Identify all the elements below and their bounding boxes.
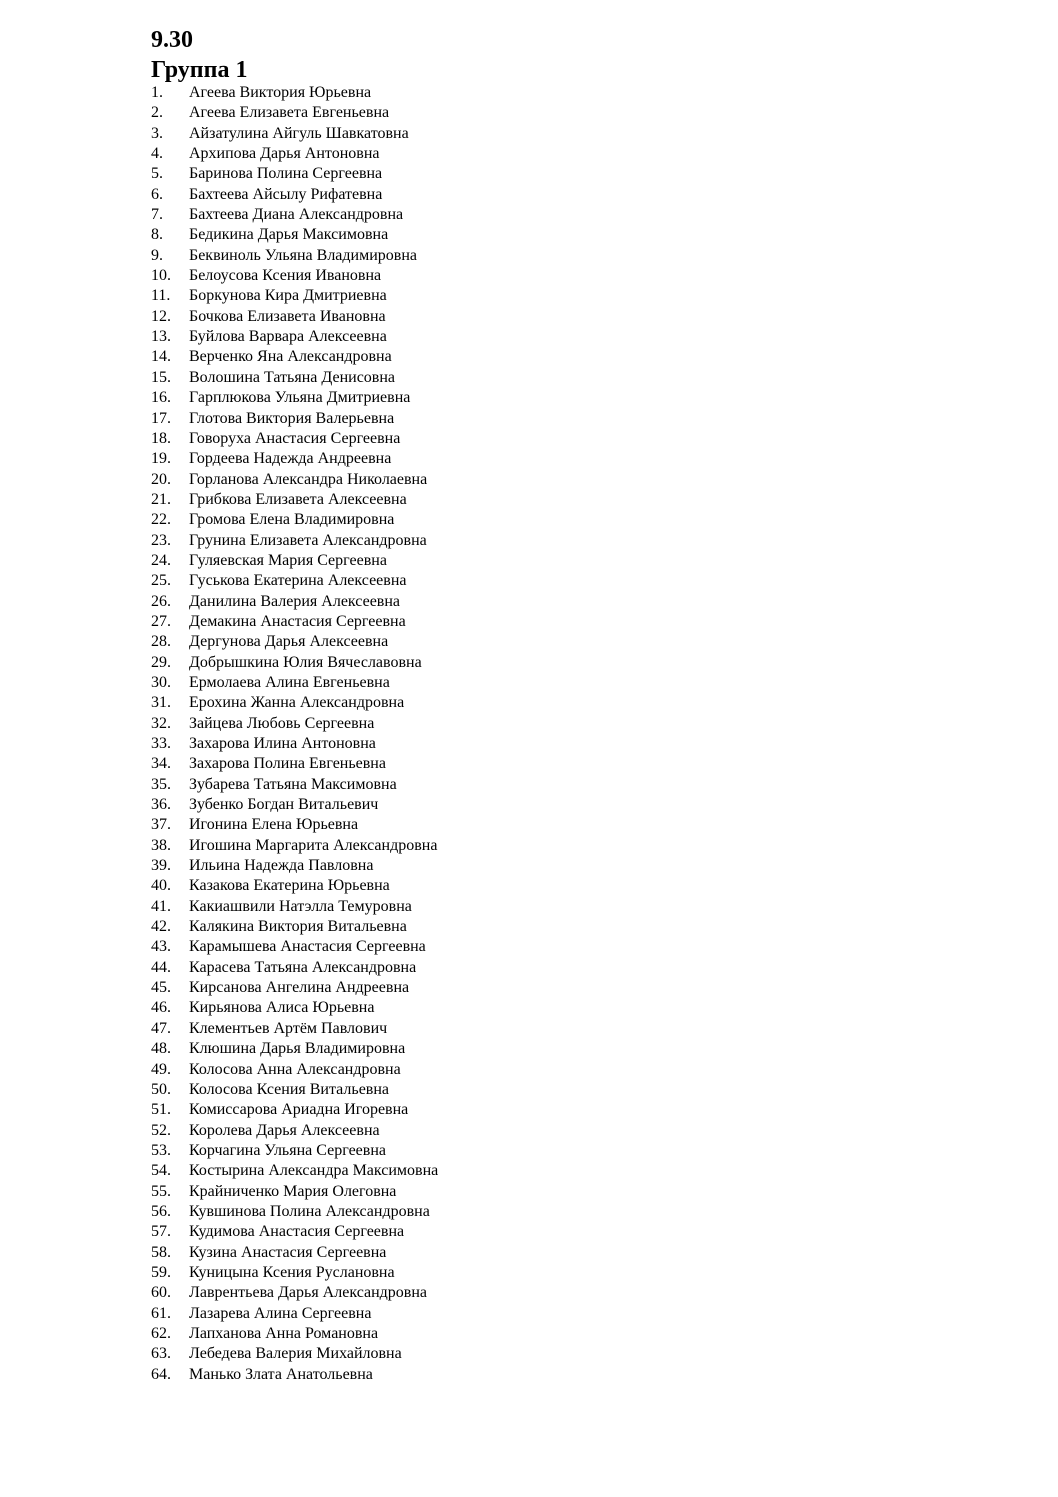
- list-item-number: 36.: [151, 796, 171, 814]
- session-time: 9.30: [151, 27, 193, 53]
- list-item-number: 47.: [151, 1019, 171, 1037]
- list-item-number: 12.: [151, 307, 171, 325]
- list-item: [151, 103, 438, 123]
- student-list: [151, 83, 438, 1385]
- list-item: [151, 734, 438, 754]
- list-item: [151, 1222, 438, 1242]
- list-item-number: 57.: [151, 1223, 171, 1241]
- student-name: Кудимова Анастасия Сергеевна: [189, 1223, 405, 1241]
- list-item-number: 33.: [151, 735, 171, 752]
- list-item-number: 46.: [151, 999, 171, 1017]
- list-item-number: 1.: [151, 84, 163, 101]
- student-name: Кирсанова Ангелина Андреевна: [189, 979, 410, 997]
- list-item: [151, 368, 438, 388]
- list-item: [151, 1141, 438, 1161]
- list-item: [151, 958, 438, 978]
- student-name: Костырина Александра Максимовна: [189, 1162, 439, 1180]
- list-item: [151, 510, 438, 530]
- list-item: [151, 632, 438, 652]
- student-name: Баринова Полина Сергеевна: [189, 165, 383, 183]
- list-item: [151, 592, 438, 612]
- list-item-number: 49.: [151, 1060, 171, 1078]
- student-name: Зубарева Татьяна Максимовна: [189, 775, 397, 793]
- list-item-number: 35.: [151, 775, 171, 793]
- list-item: [151, 1304, 438, 1324]
- list-item-number: 16.: [151, 389, 171, 407]
- list-item: [151, 531, 438, 551]
- student-name: Кувшинова Полина Александровна: [189, 1202, 430, 1220]
- student-name: Бахтеева Айсылу Рифатевна: [189, 185, 383, 203]
- list-item-number: 31.: [151, 694, 171, 712]
- list-item: [151, 246, 438, 266]
- student-name: Лебедева Валерия Михайловна: [189, 1345, 402, 1363]
- list-item-number: 52.: [151, 1121, 171, 1139]
- student-name: Горланова Александра Николаевна: [189, 470, 428, 488]
- list-item-number: 28.: [151, 633, 171, 651]
- list-item: [151, 1161, 438, 1181]
- list-item-number: 15.: [151, 368, 171, 386]
- list-item-number: 56.: [151, 1202, 171, 1220]
- list-item-number: 34.: [151, 755, 171, 773]
- list-item-number: 29.: [151, 653, 171, 671]
- list-item: [151, 1039, 438, 1059]
- student-name: Верченко Яна Александровна: [189, 348, 392, 366]
- list-item: [151, 897, 438, 917]
- student-name: Гарплюкова Ульяна Дмитриевна: [189, 389, 411, 407]
- list-item-number: 11.: [151, 287, 171, 305]
- list-item: [151, 124, 438, 144]
- list-item: [151, 714, 438, 734]
- list-item: [151, 1100, 438, 1120]
- list-item: [151, 836, 438, 856]
- list-item-number: 59.: [151, 1263, 171, 1281]
- list-item: [151, 571, 438, 591]
- list-item: [151, 1121, 438, 1141]
- list-item: [151, 307, 438, 327]
- list-item: [151, 185, 438, 205]
- student-name: Буйлова Варвара Алексеевна: [189, 328, 387, 346]
- list-item-number: 5.: [151, 165, 163, 183]
- list-item: [151, 286, 438, 306]
- list-item: [151, 856, 438, 876]
- student-name: Бочкова Елизавета Ивановна: [189, 307, 386, 325]
- list-item-number: 48.: [151, 1040, 171, 1058]
- list-item-number: 53.: [151, 1141, 171, 1159]
- student-name: Кузина Анастасия Сергеевна: [189, 1243, 387, 1261]
- student-name: Игошина Маргарита Александровна: [189, 836, 438, 854]
- list-item: [151, 795, 438, 815]
- list-item: [151, 1182, 438, 1202]
- list-item: [151, 225, 438, 245]
- student-name: Говоруха Анастасия Сергеевна: [189, 429, 401, 447]
- list-item-number: 23.: [151, 531, 171, 549]
- list-item: [151, 490, 438, 510]
- student-name: Добрышкина Юлия Вячеславовна: [189, 653, 422, 671]
- student-name: Данилина Валерия Алексеевна: [189, 592, 401, 610]
- list-item: [151, 693, 438, 713]
- student-name: Зубенко Богдан Витальевич: [189, 796, 379, 814]
- list-item-number: 24.: [151, 551, 171, 569]
- list-item-number: 62.: [151, 1324, 171, 1342]
- list-item: [151, 653, 438, 673]
- student-name: Ерохина Жанна Александровна: [189, 694, 405, 712]
- student-name: Волошина Татьяна Денисовна: [189, 368, 396, 386]
- list-item-number: 26.: [151, 592, 171, 610]
- list-item: [151, 388, 438, 408]
- student-name: Демакина Анастасия Сергеевна: [189, 612, 406, 630]
- student-name: Колосова Ксения Витальевна: [189, 1080, 390, 1098]
- list-item-number: 32.: [151, 714, 171, 732]
- student-name: Клюшина Дарья Владимировна: [189, 1040, 406, 1058]
- list-item: [151, 998, 438, 1018]
- student-name: Громова Елена Владимировна: [189, 511, 395, 529]
- list-item: [151, 937, 438, 957]
- list-item: [151, 266, 438, 286]
- list-item: [151, 754, 438, 774]
- student-name: Клементьев Артём Павлович: [189, 1019, 388, 1037]
- student-name: Королева Дарья Алексеевна: [189, 1121, 380, 1139]
- list-item-number: 7.: [151, 206, 163, 224]
- list-item-number: 43.: [151, 938, 171, 956]
- list-item-number: 20.: [151, 470, 171, 488]
- student-name: Архипова Дарья Антоновна: [189, 145, 380, 163]
- student-name: Гуськова Екатерина Алексеевна: [189, 572, 407, 590]
- student-name: Зайцева Любовь Сергеевна: [189, 714, 375, 732]
- list-item-number: 10.: [151, 267, 171, 285]
- list-item-number: 45.: [151, 979, 171, 997]
- list-item-number: 61.: [151, 1304, 171, 1322]
- list-item-number: 39.: [151, 857, 171, 875]
- list-item: [151, 1365, 438, 1385]
- student-name: Беквиноль Ульяна Владимировна: [189, 246, 418, 264]
- student-name: Грунина Елизавета Александровна: [189, 531, 427, 549]
- list-item-number: 27.: [151, 612, 171, 630]
- student-name: Куницына Ксения Руслановна: [189, 1263, 395, 1281]
- student-name: Калякина Виктория Витальевна: [189, 918, 407, 936]
- list-item: [151, 876, 438, 896]
- student-name: Лазарева Алина Сергеевна: [189, 1304, 372, 1322]
- list-item-number: 54.: [151, 1162, 171, 1180]
- student-name: Казакова Екатерина Юрьевна: [189, 877, 390, 895]
- student-name: Какиашвили Натэлла Темуровна: [189, 897, 412, 915]
- student-name: Белоусова Ксения Ивановна: [189, 267, 382, 285]
- student-name: Ермолаева Алина Евгеньевна: [189, 673, 390, 691]
- student-name: Ильина Надежда Павловна: [189, 857, 374, 875]
- list-item-number: 19.: [151, 450, 171, 468]
- student-name: Комиссарова Ариадна Игоревна: [189, 1101, 409, 1119]
- list-item-number: 50.: [151, 1080, 171, 1098]
- list-item-number: 30.: [151, 673, 171, 691]
- student-name: Бахтеева Диана Александровна: [189, 206, 404, 224]
- list-item-number: 58.: [151, 1243, 171, 1261]
- list-item: [151, 815, 438, 835]
- student-name: Колосова Анна Александровна: [189, 1060, 401, 1078]
- list-item: [151, 83, 438, 103]
- student-name: Захарова Илина Антоновна: [189, 735, 376, 752]
- student-name: Лаврентьева Дарья Александровна: [189, 1284, 428, 1302]
- list-item: [151, 429, 438, 449]
- student-name: Карасева Татьяна Александровна: [189, 958, 417, 976]
- list-item: [151, 1263, 438, 1283]
- list-item: [151, 1344, 438, 1364]
- student-name: Крайниченко Мария Олеговна: [189, 1182, 397, 1200]
- student-name: Кирьянова Алиса Юрьевна: [189, 999, 375, 1017]
- list-item-number: 44.: [151, 958, 171, 976]
- student-name: Боркунова Кира Дмитриевна: [189, 287, 387, 305]
- list-item: [151, 978, 438, 998]
- student-name: Лапханова Анна Романовна: [189, 1324, 379, 1342]
- list-item: [151, 1019, 438, 1039]
- list-item: [151, 347, 438, 367]
- list-item-number: 4.: [151, 145, 163, 163]
- list-item-number: 38.: [151, 836, 171, 854]
- list-item: [151, 673, 438, 693]
- list-item-number: 17.: [151, 409, 171, 427]
- list-item-number: 63.: [151, 1345, 171, 1363]
- list-item-number: 13.: [151, 328, 171, 346]
- list-item: [151, 144, 438, 164]
- list-item: [151, 1060, 438, 1080]
- list-item: [151, 327, 438, 347]
- list-item-number: 3.: [151, 124, 163, 142]
- student-name: Агеева Виктория Юрьевна: [189, 84, 372, 101]
- list-item-number: 40.: [151, 877, 171, 895]
- list-item-number: 14.: [151, 348, 171, 366]
- list-item: [151, 1243, 438, 1263]
- list-item-number: 22.: [151, 511, 171, 529]
- list-item: [151, 205, 438, 225]
- list-item-number: 9.: [151, 246, 163, 264]
- list-item-number: 51.: [151, 1101, 171, 1119]
- list-item: [151, 164, 438, 184]
- student-name: Гордеева Надежда Андреевна: [189, 450, 392, 468]
- list-item: [151, 1283, 438, 1303]
- student-name: Захарова Полина Евгеньевна: [189, 755, 386, 773]
- list-item-number: 41.: [151, 897, 171, 915]
- list-item: [151, 775, 438, 795]
- list-item-number: 25.: [151, 572, 171, 590]
- student-name: Грибкова Елизавета Алексеевна: [189, 490, 407, 508]
- list-item-number: 55.: [151, 1182, 171, 1200]
- list-item-number: 60.: [151, 1284, 171, 1302]
- student-name: Глотова Виктория Валерьевна: [189, 409, 395, 427]
- student-name: Манько Злата Анатольевна: [189, 1365, 373, 1383]
- list-item: [151, 612, 438, 632]
- list-item-number: 64.: [151, 1365, 171, 1383]
- list-item: [151, 449, 438, 469]
- list-item: [151, 409, 438, 429]
- list-item-number: 18.: [151, 429, 171, 447]
- list-item: [151, 1202, 438, 1222]
- student-name: Агеева Елизавета Евгеньевна: [189, 104, 390, 122]
- group-title: Группа 1: [151, 57, 248, 83]
- student-name: Бедикина Дарья Максимовна: [189, 226, 389, 244]
- list-item-number: 21.: [151, 490, 171, 508]
- list-item-number: 42.: [151, 918, 171, 936]
- list-item-number: 6.: [151, 185, 163, 203]
- student-name: Корчагина Ульяна Сергеевна: [189, 1141, 386, 1159]
- list-item-number: 37.: [151, 816, 171, 834]
- list-item: [151, 470, 438, 490]
- list-item: [151, 551, 438, 571]
- list-item: [151, 917, 438, 937]
- list-item: [151, 1080, 438, 1100]
- list-item-number: 8.: [151, 226, 163, 244]
- student-name: Дергунова Дарья Алексеевна: [189, 633, 389, 651]
- student-name: Айзатулина Айгуль Шавкатовна: [189, 124, 409, 142]
- list-item-number: 2.: [151, 104, 163, 122]
- student-name: Игонина Елена Юрьевна: [189, 816, 359, 834]
- list-item: [151, 1324, 438, 1344]
- student-name: Карамышева Анастасия Сергеевна: [189, 938, 426, 956]
- student-name: Гуляевская Мария Сергеевна: [189, 551, 387, 569]
